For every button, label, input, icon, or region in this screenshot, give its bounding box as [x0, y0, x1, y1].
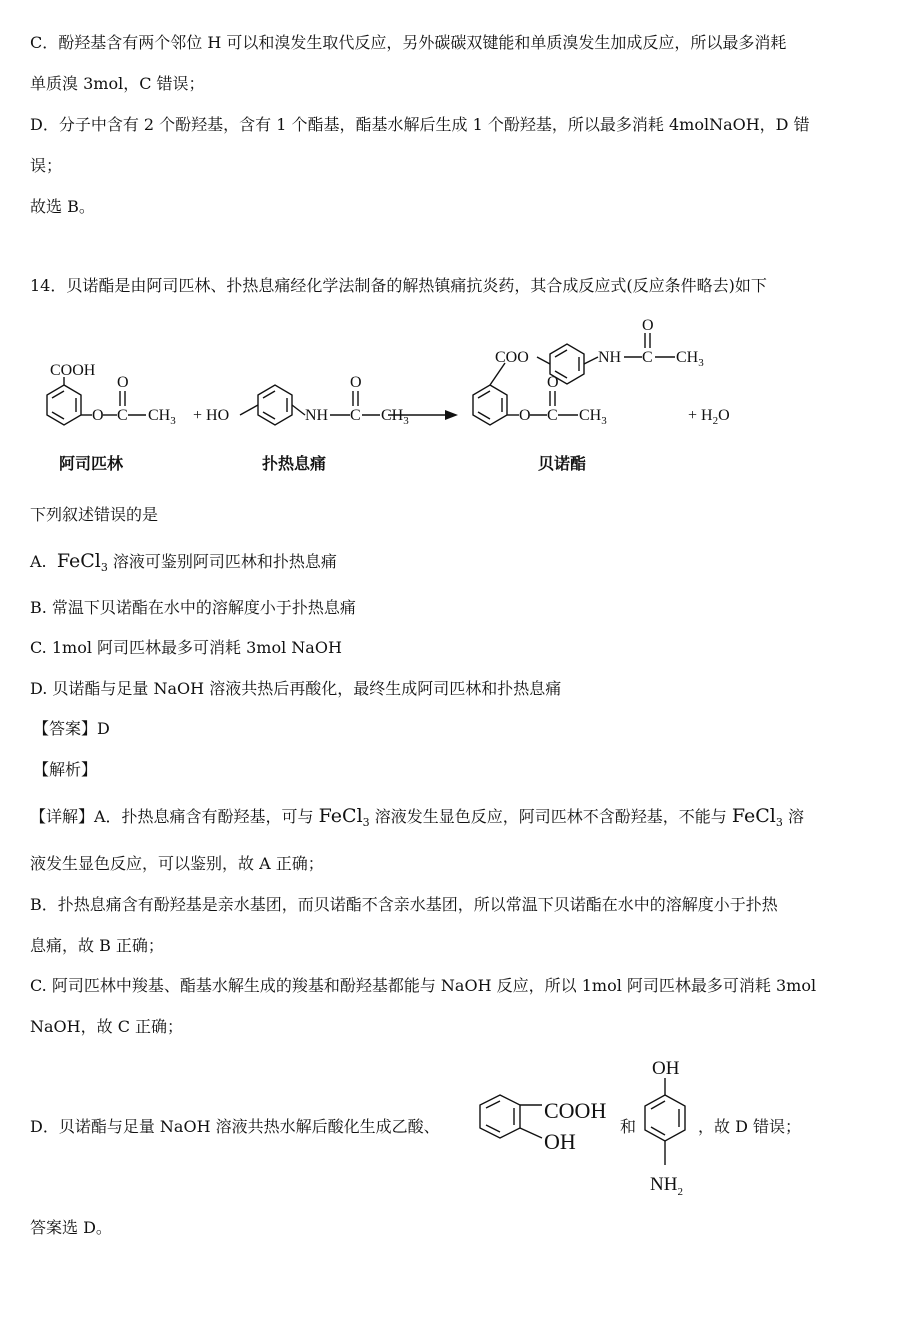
detail-a-line2: 液发生显色反应，可以鉴别，故 A 正确；: [30, 854, 324, 873]
salicylic-cooh: COOH: [544, 1098, 607, 1123]
text-line: D．分子中含有 2 个酚羟基，含有 1 个酯基，酯基水解后生成 1 个酚羟基，所以最多消耗 4molNaOH，D 错: [30, 115, 810, 134]
label-paracetamol: 扑热息痛: [262, 456, 327, 473]
analysis-heading: 【解析】: [33, 760, 98, 779]
final-answer: 答案选 D。: [30, 1218, 112, 1237]
reaction-scheme: [0, 315, 900, 480]
label-benorilate: 贝诺酯: [538, 456, 587, 473]
benorilate-top-o: O: [642, 317, 654, 334]
benorilate-nh: NH: [598, 349, 622, 366]
benorilate-top-methyl: $CH_3$: [676, 349, 704, 369]
plus-water: + $H_2O$: [688, 407, 730, 427]
and-connector: 和: [620, 1117, 637, 1136]
question-stem: 14．贝诺酯是由阿司匹林、扑热息痛经化学法制备的解热镇痛抗炎药，其合成反应式(反应条件略去)如下: [30, 276, 767, 295]
detail-b-line2: 息痛，故 B 正确；: [30, 936, 164, 955]
aspirin-carbonyl-o: O: [117, 374, 129, 391]
detail-c-line2: NaOH，故 C 正确；: [30, 1017, 184, 1036]
detail-a-line1: 【详解】A．扑热息痛含有酚羟基，可与 FeCl$_3$ 溶液发生显色反应，阿司匹林不含酚羟基，不能与 FeCl$_3$ 溶: [30, 805, 804, 830]
detail-b-line1: B．扑热息痛含有酚羟基是亲水基团，而贝诺酯不含亲水基团，所以常温下贝诺酯在水中的溶解度小于扑热: [30, 895, 778, 914]
salicylic-oh: OH: [544, 1129, 576, 1154]
paracetamol-nh: NH: [305, 407, 329, 424]
option-b: B. 常温下贝诺酯在水中的溶解度小于扑热息痛: [30, 598, 356, 617]
text-line: 故选 B。: [30, 197, 95, 216]
benorilate-ester-o: O: [519, 407, 531, 424]
paracetamol-carbonyl-c: C: [350, 407, 361, 424]
benorilate-methyl: $CH_3$: [579, 407, 607, 427]
text-line: 误；: [30, 156, 63, 175]
detail-d-post: ，故 D 错误；: [698, 1117, 802, 1136]
salicylic-acid-structure: [472, 1090, 622, 1160]
text-line: 单质溴 3mol，C 错误；: [30, 74, 205, 93]
label-aspirin: 阿司匹林: [59, 456, 124, 473]
aminophenol-structure: [630, 1050, 700, 1200]
aminophenol-oh: OH: [652, 1058, 680, 1079]
detail-c-line1: C. 阿司匹林中羧基、酯基水解生成的羧基和酚羟基都能与 NaOH 反应，所以 1mol 阿司匹林最多可消耗 3mol: [30, 976, 817, 995]
aspirin-ester-o: O: [92, 407, 104, 424]
paracetamol-methyl: $CH_3$: [381, 407, 409, 427]
aspirin-cooh: COOH: [50, 362, 96, 379]
option-d: D. 贝诺酯与足量 NaOH 溶液共热后再酸化，最终生成阿司匹林和扑热息痛: [30, 679, 562, 698]
aspirin-methyl: $CH_3$: [148, 407, 176, 427]
paracetamol-carbonyl-o: O: [350, 374, 362, 391]
question-prompt: 下列叙述错误的是: [30, 505, 159, 524]
benorilate-top-c: C: [642, 349, 653, 366]
benorilate-coo: COO: [495, 349, 529, 366]
aminophenol-nh2: $NH_2$: [650, 1174, 683, 1198]
option-a: A. FeCl$_3$ 溶液可鉴别阿司匹林和扑热息痛: [30, 550, 337, 575]
aspirin-carbonyl-c: C: [117, 407, 128, 424]
benorilate-carbonyl-c: C: [547, 407, 558, 424]
benorilate-carbonyl-o: O: [547, 374, 559, 391]
detail-d-pre: D．贝诺酯与足量 NaOH 溶液共热水解后酸化生成乙酸、: [30, 1117, 440, 1136]
plus-ho: + HO: [193, 407, 230, 424]
option-c: C. 1mol 阿司匹林最多可消耗 3mol NaOH: [30, 638, 342, 657]
text-line: C．酚羟基含有两个邻位 H 可以和溴发生取代反应，另外碳碳双键能和单质溴发生加成反应，所以最多消耗: [30, 33, 787, 52]
answer: 【答案】D: [33, 719, 110, 738]
